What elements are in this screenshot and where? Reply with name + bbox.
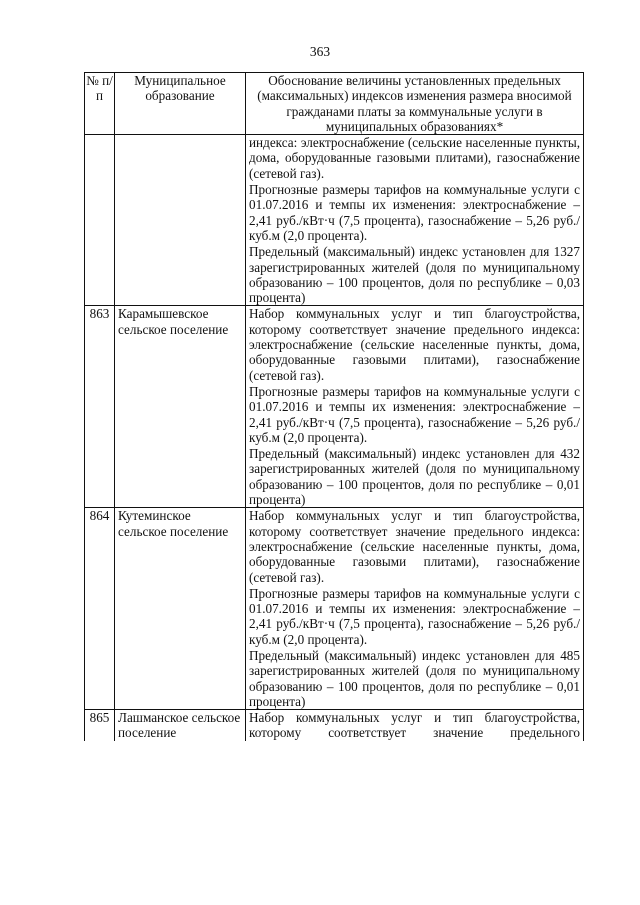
table-row <box>85 508 584 710</box>
page-number: 363 <box>309 44 331 59</box>
table-row <box>85 306 584 508</box>
description-paragraph: Предельный (максимальный) индекс установлен для 485 зарегистрированных жителей (доля по муниципальному образованию – 100 процентов, доля по республике – 0,01 процента) <box>249 647 580 709</box>
table-header-row <box>85 73 584 135</box>
header-municipality: Муниципальное образование <box>115 73 246 135</box>
row-description-cell <box>246 306 584 508</box>
row-name-cell <box>115 135 246 306</box>
table-row <box>85 710 584 741</box>
description-paragraph: Набор коммунальных услуг и тип благоустройства, которому соответствует значение предельного индекса: электроснабжение (сельские населенные пункты, дома, оборудованные газовыми плитами), газоснабжение (сетевой газ). <box>249 508 580 585</box>
description-paragraph: Предельный (максимальный) индекс установлен для 432 зарегистрированных жителей (доля по муниципальному образованию – 100 процентов, доля по республике – 0,01 процента) <box>249 446 580 508</box>
row-description-cell <box>246 710 584 741</box>
row-name-cell: Кутеминское сельское поселение <box>115 508 246 710</box>
description-paragraph: Набор коммунальных услуг и тип благоустройства, которому соответствует значение предельного индекса: электроснабжение (сельские населенные пункты, дома, оборудованные газовыми плитами), газоснабжение (сетевой газ). <box>249 306 580 383</box>
row-num-cell: 863 <box>85 306 115 508</box>
table-row-continuation <box>85 135 584 306</box>
row-num-cell: 865 <box>85 710 115 741</box>
row-description-cell <box>246 135 584 306</box>
row-name-cell: Карамышевское сельское поселение <box>115 306 246 508</box>
header-justification: Обоснование величины установленных предельных (максимальных) индексов изменения размера вносимой гражданами платы за коммунальные услуги в муниципальных образованиях* <box>246 73 584 135</box>
description-paragraph: индекса: электроснабжение (сельские населенные пункты, дома, оборудованные газовыми плитами), газоснабжение (сетевой газ). <box>249 135 580 181</box>
tariff-index-table <box>84 72 584 741</box>
description-paragraph: Прогнозные размеры тарифов на коммунальные услуги с 01.07.2016 и темпы их изменения: электроснабжение – 2,41 руб./кВт·ч (7,5 процента), газоснабжение – 5,26 руб./куб.м (2,0 процента). <box>249 383 580 445</box>
description-paragraph: Предельный (максимальный) индекс установлен для 1327 зарегистрированных жителей (доля по муниципальному образованию – 100 процентов, доля по республике – 0,03 процента) <box>249 244 580 306</box>
description-paragraph: Прогнозные размеры тарифов на коммунальные услуги с 01.07.2016 и темпы их изменения: электроснабжение – 2,41 руб./кВт·ч (7,5 процента), газоснабжение – 5,26 руб./куб.м (2,0 процента). <box>249 585 580 647</box>
header-num: № п/п <box>85 73 115 135</box>
row-description-cell <box>246 508 584 710</box>
description-paragraph: Набор коммунальных услуг и тип благоустройства, которому соответствует значение предельного <box>249 710 580 741</box>
row-name-cell: Лашманское сельское поселение <box>115 710 246 741</box>
row-num-cell <box>85 135 115 306</box>
description-paragraph: Прогнозные размеры тарифов на коммунальные услуги с 01.07.2016 и темпы их изменения: электроснабжение – 2,41 руб./кВт·ч (7,5 процента), газоснабжение – 5,26 руб./куб.м (2,0 процента). <box>249 182 580 243</box>
row-num-cell: 864 <box>85 508 115 710</box>
